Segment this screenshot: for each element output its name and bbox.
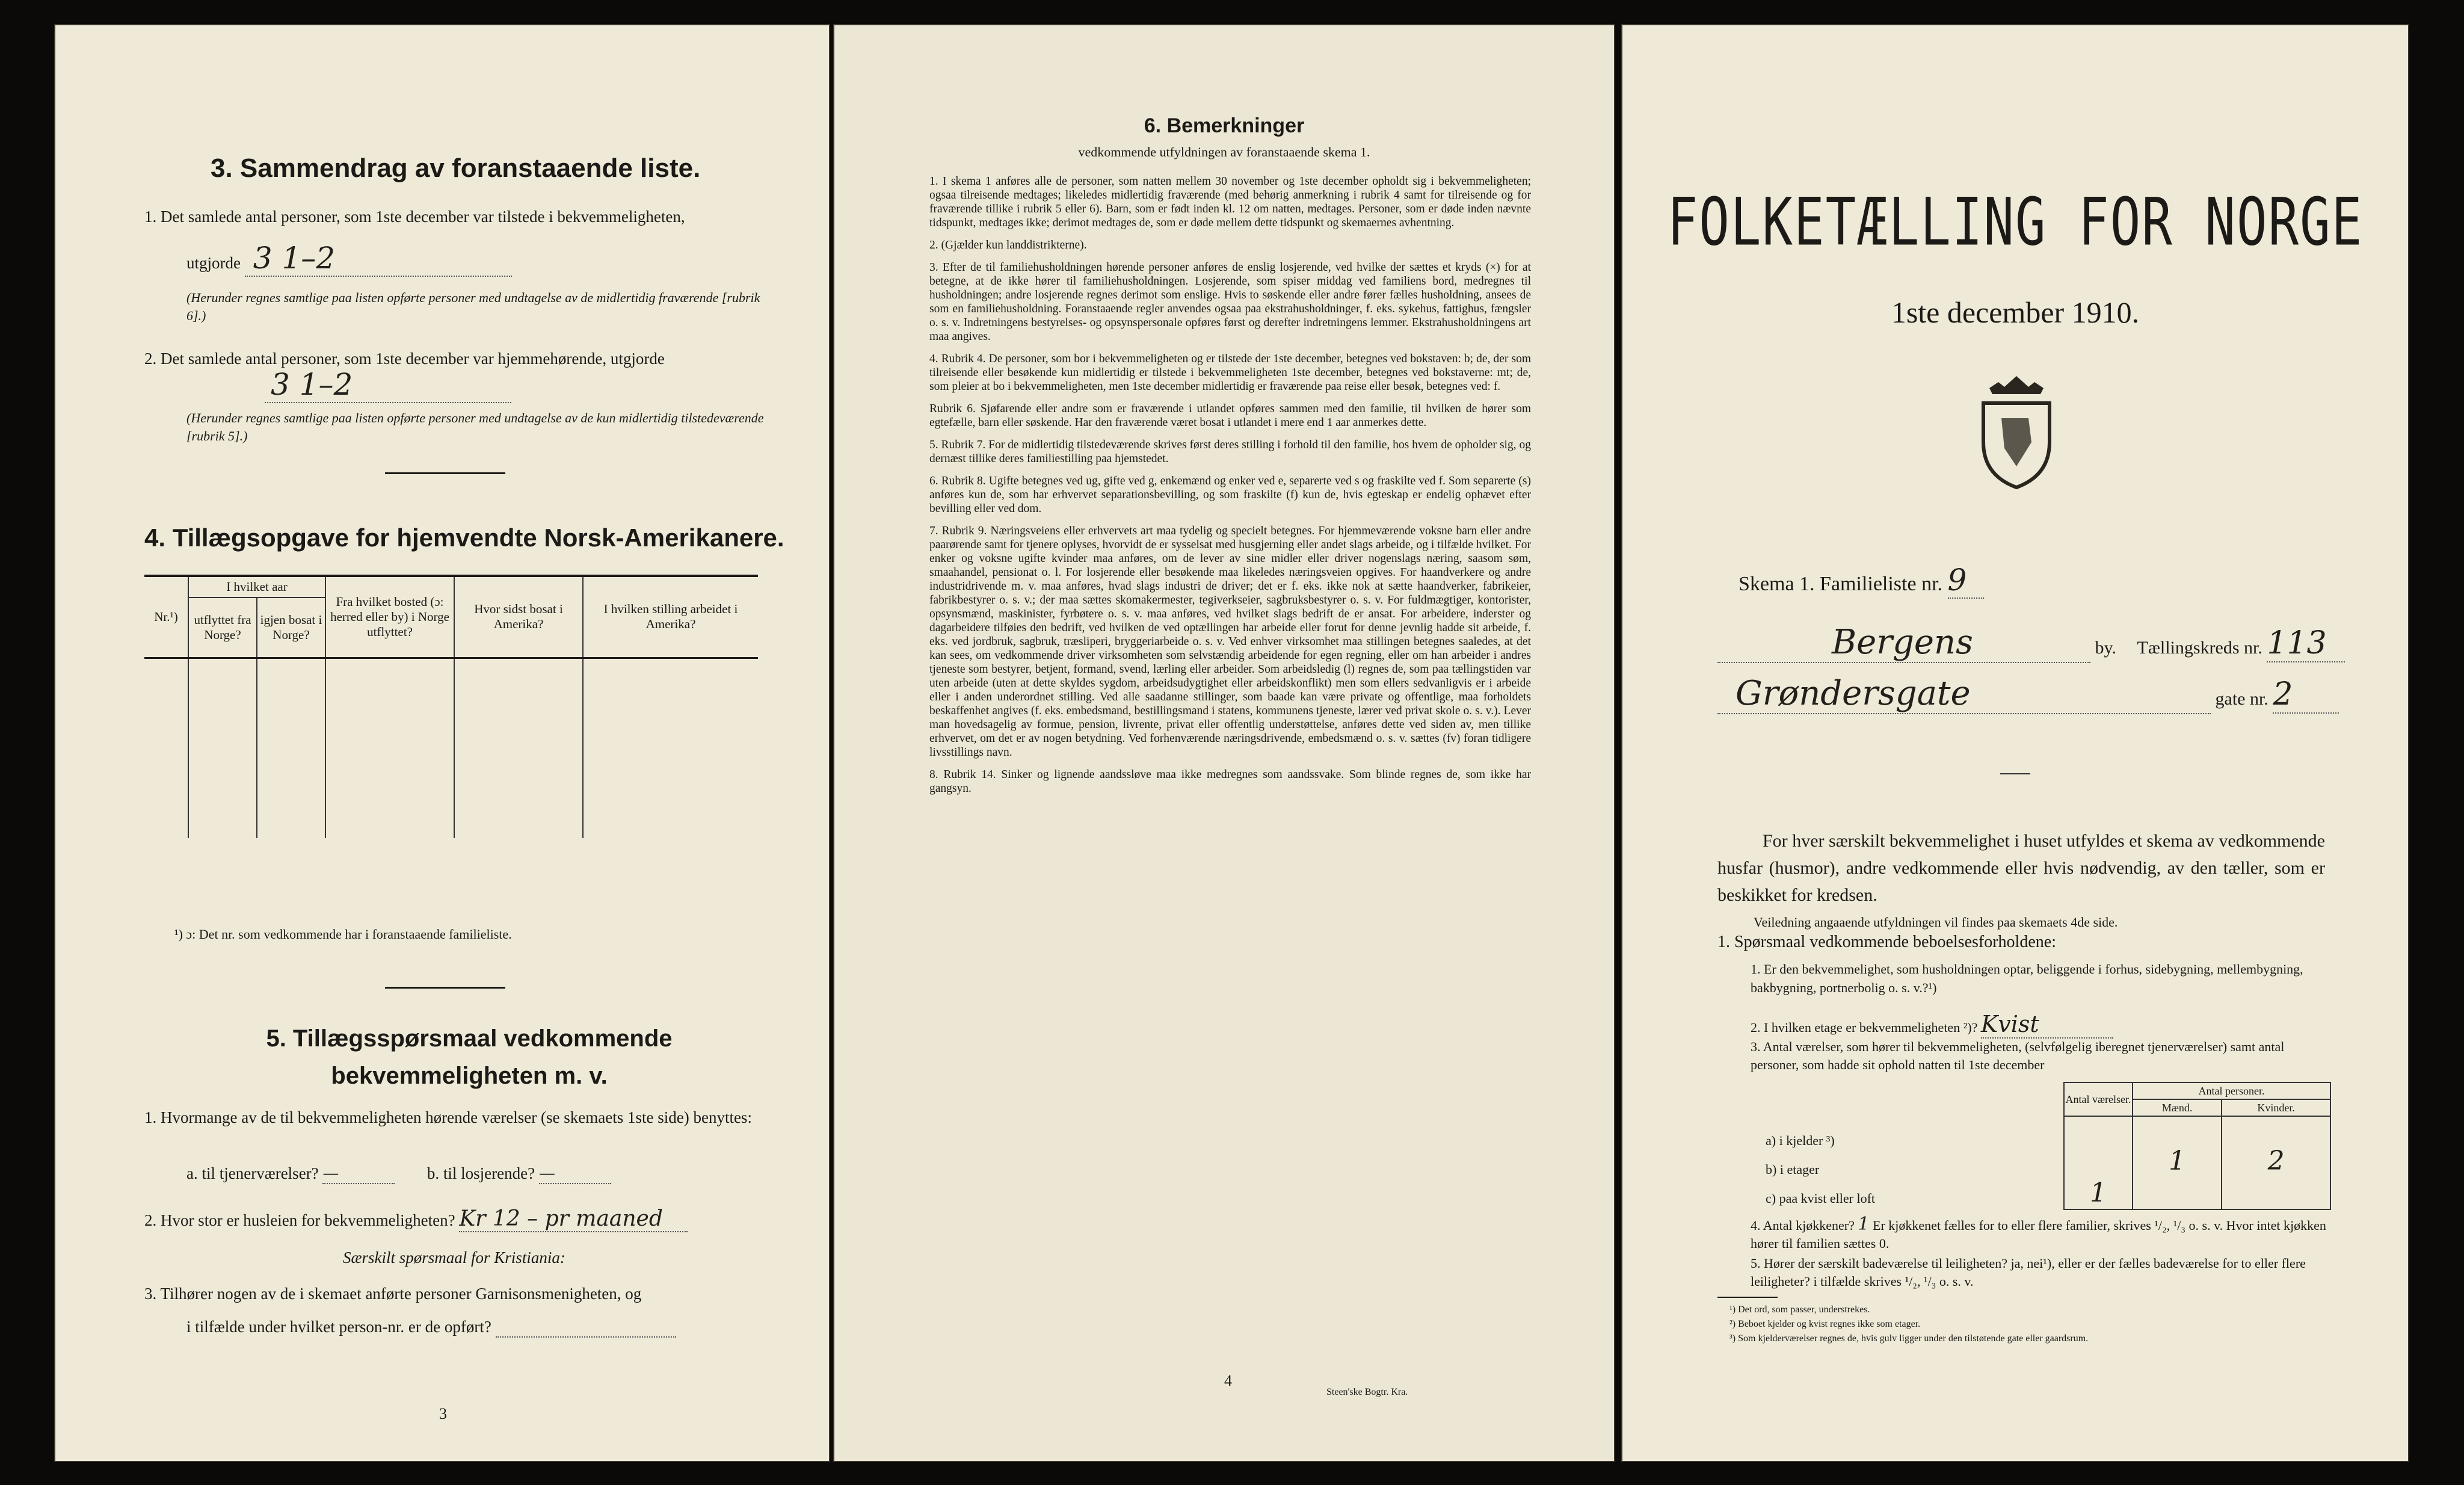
kristiania-heading: Særskilt spørsmaal for Kristiania: bbox=[343, 1249, 565, 1267]
s1-question-1: 1. Er den bekvemmelighet, som husholdningen optar, beliggende i forhus, sidebygning, mellembygning, bakbygning, portnerbolig o. s. v.?¹) bbox=[1751, 962, 2303, 995]
footnote-divider bbox=[1717, 1297, 1778, 1298]
s1-question-5: 5. Hører der særskilt badeværelse til leiligheten? ja, nei¹), eller er der fælles badeværelse for to eller flere leiligheter? i tilfælde skrives ¹/₂, ¹/₃ o. s. v. bbox=[1751, 1256, 2306, 1289]
col-kvinder: Kvinder. bbox=[2222, 1099, 2330, 1116]
census-date: 1ste december 1910. bbox=[1891, 295, 2140, 329]
s1-question-4: 4. Antal kjøkkener? bbox=[1751, 1218, 1855, 1233]
remark-paragraph: Rubrik 6. Sjøfarende eller andre som er fraværende i utlandet opføres sammen med den familie, til hvilken de hører som egtefælle, barn eller søskende. Har den fraværende været bosat i utlandet i mere end 1 aar anmerkes dette. bbox=[929, 403, 1531, 429]
norsk-amerikanere-table bbox=[144, 575, 758, 838]
footnote-2: ²) Beboet kjelder og kvist regnes ikke som etager. bbox=[1729, 1319, 1921, 1329]
page-3 bbox=[54, 24, 830, 1462]
s5-q1-answers bbox=[186, 1164, 611, 1184]
remark-paragraph: 2. (Gjælder kun landdistrikterne). bbox=[929, 239, 1087, 252]
divider bbox=[385, 472, 505, 474]
page-4 bbox=[833, 24, 1615, 1462]
bemerkninger-subtitle: vedkommende utfyldningen av foranstaaende skema 1. bbox=[1078, 144, 1370, 159]
s5-q3-answer[interactable] bbox=[496, 1318, 676, 1338]
remark-paragraph: 7. Rubrik 9. Næringsveiens eller erhvervets art maa tydelig og specielt betegnes. For hjemmeværende voksne barn eller andre paarørende samt for tjenere oplyses, hvorvidt de er sysselsat med husgjerning eller andet slags arbeide, og i tilfælde hvilket. For enker og voksne ugifte kvinder maa anføres, om de lever av sine midler eller driver nogenslags næring, saasom søm, smaahandel, pensionat o. l. For losjerende eller besøkende maa likeledes næringsveien opgives. For haandverkere og andre industridrivende m. v. maa anføres, hvad slags industri de driver; det er f. eks. ikke nok at sætte haandverker, fabrikeier, fabrikbestyrer o. s. v.; der maa sættes skomakermester, tegiverkseier, sagbruksbestyrer o. s. v. For fuldmægtiger, kontorister, opsynsmænd, maskinister, fyrbøtere o. s. v. maa anføres, ved hvilket slags bedrift de er ansat. For arbeidere, inderster og dagarbeidere tilføies den bedrift, ved hvilken de ved optællingen har arbeide eller forut for denne jevnlig hadde sit arbeide, f. eks. ved jordbruk, sagbruk, træsliperi, bryggeriarbeide o. s. v. Ved enhver virksomhet maa stillingen betegnes saaledes, at det kan sees, om vedkommende driver virksomheten som selvstændig arbeidende for egen regning, eller om han arbeider i andres tjeneste som bestyrer, betjent, formand, svend, lærling eller arbeider. Som arbeidsledig (l) regnes de, som paa tællingstiden var uten arbeide (uten at dette skyldes sygdom, arbeidsudygtighet eller arbeidskonflikt) men som ellers sedvanligvis er i arbeide eller i anden underordnet stilling. Ved alle saadanne stillinger, som baade kan være private og offentlige, maa forholdets beskaffenhet angives (f. eks. embedsmand, bestillingsmand i statens, kommunens tjeneste, lærer ved privat skole o. s. v.). Lever man hovedsagelig av formue, pension, livrente, privat eller offentlig understøttelse, anføres dette ved siden av, men tillike erhvervet, om det er av nogen betydning. Ved forhenværende næringsdrivende, embedsmænd o. s. v. sættes (fv) foran tidligere livsstillings navn. bbox=[929, 525, 1531, 759]
s3-question-1: 1. Det samlede antal personer, som 1ste december var tilstede i bekvemmeligheten, bbox=[144, 208, 685, 226]
skema-label: Skema 1. Familieliste nr. bbox=[1739, 573, 1943, 595]
s3-question-2: 2. Det samlede antal personer, som 1ste december var hjemmehørende, utgjorde bbox=[144, 350, 665, 368]
etager-kvinder[interactable]: 2 bbox=[2222, 1145, 2330, 1177]
gate-row bbox=[1717, 674, 2339, 714]
s1-q2-row bbox=[1751, 1011, 2113, 1039]
etager-maend[interactable]: 1 bbox=[2133, 1145, 2222, 1177]
s1-question-4-rest: Er kjøkkenet fælles for to eller flere familier, skrives ¹/₂, ¹/₃ o. s. v. Hvor intet kjøkken hører til familien sættes 0. bbox=[1751, 1218, 2326, 1251]
familieliste-nr[interactable]: 9 bbox=[1948, 563, 1984, 599]
col-nr: Nr.¹) bbox=[144, 576, 188, 658]
bemerkninger-body bbox=[929, 174, 1531, 804]
s5-q2-row bbox=[144, 1206, 688, 1232]
s3-q2-answer[interactable]: 3 1–2 bbox=[265, 367, 511, 403]
table-row[interactable] bbox=[144, 658, 758, 838]
col-utflyttet: utflyttet fra Norge? bbox=[188, 597, 257, 658]
col-igjen: igjen bosat i Norge? bbox=[257, 597, 325, 658]
col-maend: Mænd. bbox=[2133, 1099, 2222, 1116]
table-footnote: ¹) ɔ: Det nr. som vedkommende har i foranstaaende familieliste. bbox=[174, 927, 512, 942]
col-fra-bosted: Fra hvilket bosted (ɔ: herred eller by) i Norge utflyttet? bbox=[325, 576, 454, 658]
intro-text: For hver særskilt bekvemmelighet i huset utfyldes et skema av vedkommende husfar (husmor), andre vedkommende eller hvis nødvendig, av den tæller, som er beskikket for kredsen. bbox=[1717, 831, 2325, 905]
gate-label: gate nr. bbox=[2215, 689, 2268, 709]
page-number: 3 bbox=[439, 1405, 447, 1422]
s3-q1-answer[interactable]: 3 1–2 bbox=[245, 241, 512, 277]
s5-q3-row bbox=[186, 1318, 676, 1338]
kvist-vaerelser[interactable]: 1 bbox=[2064, 1177, 2133, 1209]
by-label: by. bbox=[2095, 638, 2117, 658]
coat-of-arms-icon bbox=[1974, 370, 2059, 490]
col-antal-vaerelser: Antal værelser. bbox=[2064, 1082, 2133, 1116]
s5-q1b-answer[interactable]: — bbox=[539, 1164, 611, 1184]
veiledning-text: Veiledning angaaende utfyldningen vil findes paa skemaets 4de side. bbox=[1754, 915, 2118, 930]
utgjorde-label: utgjorde bbox=[186, 254, 241, 272]
section-1-title: 1. Spørsmaal vedkommende beboelsesforholdene: bbox=[1717, 933, 2056, 951]
kreds-nr[interactable]: 113 bbox=[2267, 625, 2345, 662]
section-3-title: 3. Sammendrag av foranstaaende liste. bbox=[211, 153, 701, 183]
bemerkninger-title: 6. Bemerkninger bbox=[1144, 114, 1305, 137]
divider bbox=[385, 987, 505, 989]
kjokken-answer[interactable]: 1 bbox=[1858, 1214, 1870, 1235]
s1-question-3: 3. Antal værelser, som hører til bekvemmeligheten, (selvfølgelig iberegnet tjenerværelser) samt antal personer, som hadde sit ophold natten til 1ste december bbox=[1751, 1039, 2285, 1072]
s5-q2-answer[interactable]: Kr 12 – pr maaned bbox=[459, 1206, 688, 1232]
footnotes bbox=[1729, 1303, 2088, 1346]
s5-question-2: 2. Hvor stor er husleien for bekvemmeligheten? bbox=[144, 1211, 455, 1229]
page-1 bbox=[1621, 24, 2409, 1462]
s5-q1a-answer[interactable]: — bbox=[322, 1164, 395, 1184]
kreds-label: Tællingskreds nr. bbox=[2137, 638, 2262, 658]
s3-q1-answer-row bbox=[186, 241, 512, 277]
s5-q1b-label: b. til losjerende? bbox=[427, 1164, 535, 1182]
footnote-1: ¹) Det ord, som passer, understrekes. bbox=[1729, 1304, 1870, 1315]
remark-paragraph: 8. Rubrik 14. Sinker og lignende aandssløve maa ikke medregnes som aandssvake. Som blinde regnes de, som ikke har gangsyn. bbox=[929, 768, 1531, 795]
by-row bbox=[1717, 623, 2345, 663]
ornament-icon bbox=[2000, 767, 2030, 774]
s3-q1-note: (Herunder regnes samtlige paa listen opførte personer med undtagelse av de midlertidig fraværende [rubrik 6].) bbox=[186, 290, 760, 323]
remark-paragraph: 4. Rubrik 4. De personer, som bor i bekvemmeligheten og er tilstede der 1ste december, betegnes ved bokstaven: b; de, der som tilreisende eller besøkende kun midlertidig er tilstede i bekvemmeligheten 1ste december, betegnes ved bokstaverne: mt; de, som pleier at bo i bekvemmeligheten, men 1ste december midlertidig er fraværende paa reise eller besøk, betegnes ved: f. bbox=[929, 353, 1531, 393]
row-etager: b) i etager bbox=[1766, 1162, 1820, 1177]
col-stilling: I hvilken stilling arbeidet i Amerika? bbox=[603, 602, 738, 632]
gate-name[interactable]: Grøndersgate bbox=[1717, 674, 2211, 714]
skema-row bbox=[1739, 563, 1984, 599]
remark-paragraph: 5. Rubrik 7. For de midlertidig tilstedeværende skrives først deres stilling i forhold til den familie, hos hvem de opholder sig, og dernæst tillike deres familiestilling paa hjemstedet. bbox=[929, 439, 1531, 465]
remark-paragraph: 6. Rubrik 8. Ugifte betegnes ved ug, gifte ved g, enkemænd og enker ved e, separerte ved s og fraskilte ved f. Som separerte (s) anføres kun de, som har erhvervet separationsbevilling, og som fraskilte (f) kun de, hvis egteskap er endelig ophævet efter bevilling eller ved dom. bbox=[929, 475, 1531, 515]
section-5-title: 5. Tillægsspørsmaal vedkommende bekvemmeligheten m. v. bbox=[266, 1025, 673, 1089]
rooms-persons-table bbox=[2063, 1082, 2331, 1210]
gate-nr[interactable]: 2 bbox=[2273, 676, 2339, 714]
s3-q2-note: (Herunder regnes samtlige paa listen opførte personer med undtagelse av de kun midlertidig tilstedeværende [rubrik 5].) bbox=[186, 410, 764, 443]
main-title: FOLKETÆLLING FOR NORGE bbox=[1667, 184, 2364, 261]
s5-question-3b: i tilfælde under hvilket person-nr. er de opført? bbox=[186, 1318, 491, 1336]
row-kjelder: a) i kjelder ³) bbox=[1766, 1133, 1835, 1148]
s5-q1a-label: a. til tjenerværelser? bbox=[186, 1164, 319, 1182]
page-number: 4 bbox=[1224, 1372, 1232, 1389]
footnote-3: ³) Som kjelderværelser regnes de, hvis gulv ligger under den tilstøtende gate eller gaardsrum. bbox=[1729, 1333, 2089, 1344]
s1-q4-row bbox=[1751, 1215, 2328, 1253]
col-antal-personer: Antal personer. bbox=[2133, 1082, 2330, 1099]
by-name[interactable]: Bergens bbox=[1717, 623, 2090, 663]
row-kvist: c) paa kvist eller loft bbox=[1766, 1191, 1876, 1206]
col-sidst-bosat: Hvor sidst bosat i Amerika? bbox=[454, 576, 583, 658]
s5-question-3: 3. Tilhører nogen av de i skemaet anførte personer Garnisonsmenigheten, og bbox=[144, 1285, 642, 1303]
s5-question-1: 1. Hvormange av de til bekvemmeligheten hørende værelser (se skemaets 1ste side) benyttes: bbox=[144, 1108, 752, 1126]
printer-credit: Steen'ske Bogtr. Kra. bbox=[1326, 1387, 1408, 1397]
col-hvilket-aar: I hvilket aar bbox=[188, 576, 325, 597]
etage-answer[interactable]: Kvist bbox=[1981, 1011, 2113, 1039]
section-4-title: 4. Tillægsopgave for hjemvendte Norsk-Amerikanere. bbox=[144, 523, 784, 552]
s1-question-2: 2. I hvilken etage er bekvemmeligheten ²)? bbox=[1751, 1020, 1978, 1035]
remark-paragraph: 1. I skema 1 anføres alle de personer, som natten mellem 30 november og 1ste december opholdt sig i bekvemmeligheten; ogsaa tilreisende medtages; likeledes midlertidig fraværende (med behørig anmerkning i rubrik 4 samt for tilreisende og for fraværende tillike i rubrik 5 eller 6). Barn, som er født inden kl. 12 om natten, medtages. Personer, som er døde inden nævnte tidspunkt, medtages ikke; derimot medtages de, som er døde mellem dette tidspunkt og skemaernes avhentning. bbox=[929, 175, 1531, 229]
remark-paragraph: 3. Efter de til familiehusholdningen hørende personer anføres de enslig losjerende, ved hvilke der sættes et kryds (×) for at betegne, at de ikke hører til familiehusholdningen. Losjerende, som spiser middag ved familiens bord, medregnes til husholdningen; andre losjerende regnes derimot som enslige. Hvis to søskende eller andre fører fælles husholdning, ansees de som en familiehusholdning. Foranstaaende regler anvendes ogsaa paa ekstrahusholdninger, f. eks. sykehus, fattighus, fængsler o. s. v. Indretningens bestyrelses- og opsynspersonale opføres først og derefter indretningens lemmer. Ekstrahusholdningens art maa angives. bbox=[929, 261, 1531, 343]
